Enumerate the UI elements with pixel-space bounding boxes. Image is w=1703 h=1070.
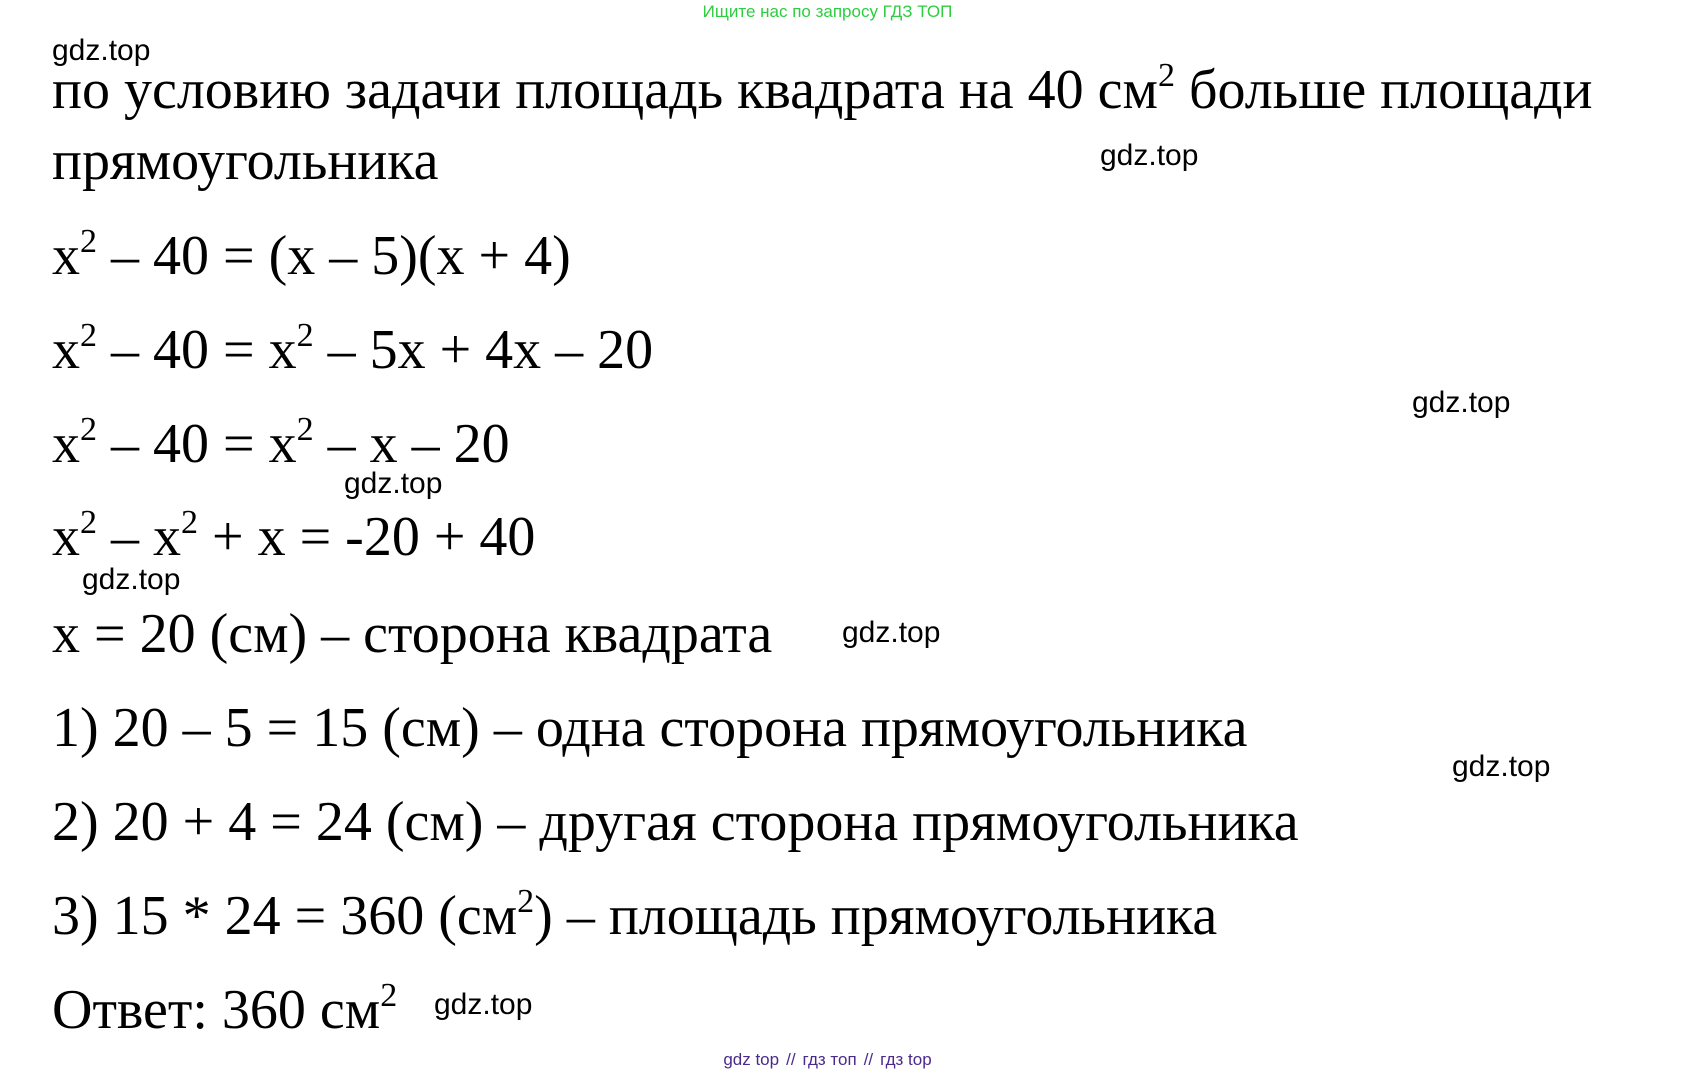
watermark: gdz.top	[344, 467, 443, 500]
solution-line-1: по условию задачи площадь квадрата на 40 $см^2$ больше площади	[52, 57, 1593, 121]
footer-link-gdz-top-mixed[interactable]: гдз top	[880, 1050, 932, 1069]
footer-links	[0, 1050, 1679, 1070]
footer-link-gdz-top[interactable]: gdz top	[723, 1050, 780, 1069]
footer-link-gdz-top-ru[interactable]: гдз топ	[802, 1050, 857, 1069]
watermark: gdz.top	[82, 563, 181, 596]
watermark: gdz.top	[1100, 139, 1199, 172]
watermark: gdz.top	[52, 34, 151, 67]
solution-line-2: прямоугольника	[52, 130, 439, 192]
equation-line-2: $x^2 - 40 = x^2 - 5x + 4x - 20$	[52, 317, 654, 381]
step-line-3: 3) 15 * 24 = 360 $(см^2)$ – площадь прямоугольника	[52, 883, 1218, 947]
answer-line: Ответ: 360 $см^2$	[52, 977, 398, 1041]
watermark: gdz.top	[842, 616, 941, 649]
watermark: gdz.top	[1452, 750, 1551, 783]
step-line-2: 2) 20 + 4 = 24 (см) – другая сторона прямоугольника	[52, 791, 1299, 853]
footer-separator: //	[786, 1050, 796, 1069]
equation-line-3: $x^2 - 40 = x^2 - x - 20$	[52, 411, 510, 475]
step-line-1: 1) 20 – 5 = 15 (см) – одна сторона прямоугольника	[52, 697, 1248, 759]
footer-separator: //	[863, 1050, 874, 1069]
result-line-side: x = 20 (см) – сторона квадрата	[52, 603, 773, 665]
watermark: gdz.top	[1412, 386, 1511, 419]
watermark: gdz.top	[434, 988, 533, 1021]
top-banner[interactable]: Ищите нас по запросу ГДЗ ТОП	[702, 2, 953, 21]
equation-line-1: $x^2 - 40 = (x - 5)(x + 4)$	[52, 223, 571, 287]
equation-line-4: $x^2 - x^2 + x = -20 + 40$	[52, 504, 536, 568]
